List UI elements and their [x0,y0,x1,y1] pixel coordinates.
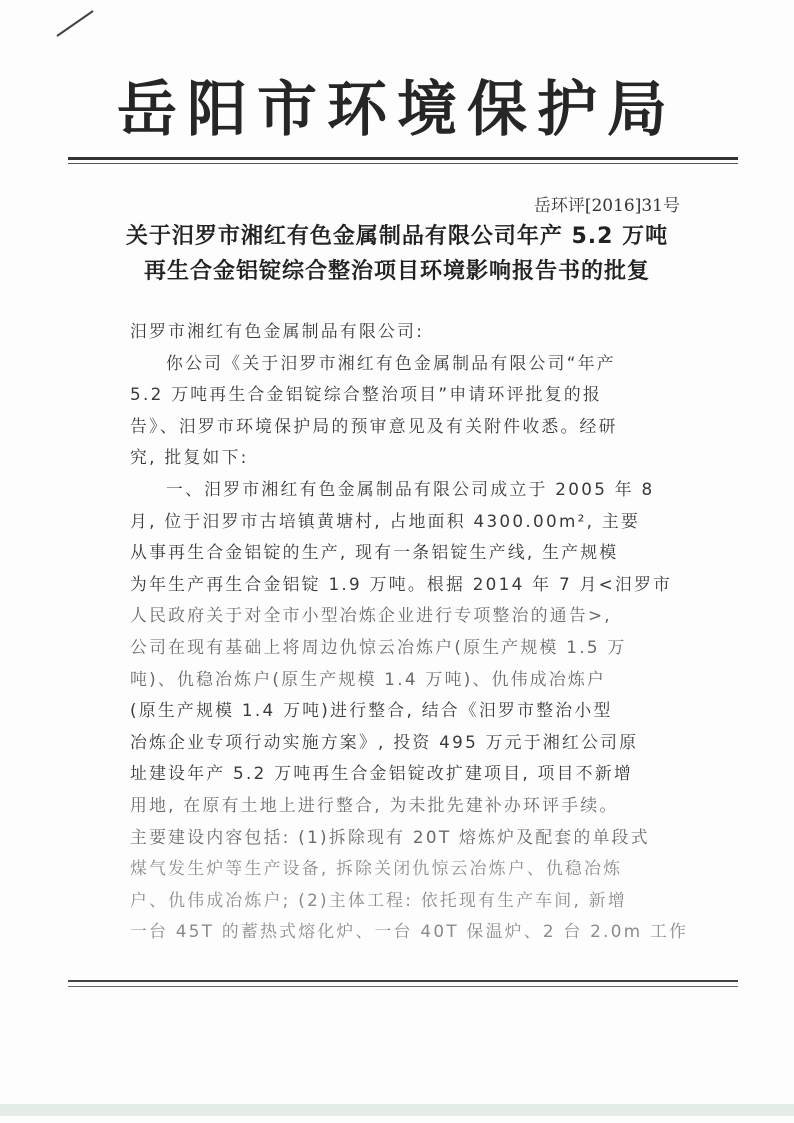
document-body [130,316,690,948]
body-line: 吨)、仇稳冶炼户(原生产规模 1.4 万吨)、仇伟成冶炼户 [130,668,607,689]
document-title-line-1: 关于汨罗市湘红有色金属制品有限公司年产 5.2 万吨 [125,224,669,249]
body-line: 冶炼企业专项行动实施方案》, 投资 495 万元于湘红公司原 [130,731,639,752]
body-line: 址建设年产 5.2 万吨再生合金铝锭改扩建项目, 项目不新增 [130,763,633,784]
document-number: 岳环评[2016]31号 [533,196,680,216]
body-line: 人民政府关于对全市小型冶炼企业进行专项整治的通告>, [130,605,612,626]
body-line: 从事再生合金铝锭的生产, 现有一条铝锭生产线, 生产规模 [130,542,619,563]
body-line: 你公司《关于汨罗市湘红有色金属制品有限公司“年产 [166,352,616,373]
agency-letterhead-title: 岳阳市环境保护局 [117,75,677,145]
pen-stroke-mark [55,8,95,38]
body-line: 月, 位于汨罗市古培镇黄塘村, 占地面积 4300.00m², 主要 [130,510,641,531]
body-line: 一台 45T 的蓄热式熔化炉、一台 40T 保温炉、2 台 2.0m 工作 [130,921,689,942]
salutation: 汨罗市湘红有色金属制品有限公司: [130,321,425,341]
body-line: 用地, 在原有土地上进行整合, 为未批先建补办环评手续。 [130,794,619,815]
body-line: 告》、汨罗市环境保护局的预审意见及有关附件收悉。经研 [130,415,618,436]
body-line: 户、仇伟成冶炼户; (2)主体工程: 依托现有生产车间, 新增 [130,889,627,910]
body-line: (原生产规模 1.4 万吨)进行整合, 结合《汨罗市整治小型 [130,700,613,721]
body-line: 一、汨罗市湘红有色金属制品有限公司成立于 2005 年 8 [166,478,655,499]
body-line: 煤气发生炉等生产设备, 拆除关闭仇惊云冶炼户、仇稳冶炼 [130,858,623,879]
body-line: 为年生产再生合金铝锭 1.9 万吨。根据 2014 年 7 月<汨罗市 [130,573,673,594]
footer-rule-thick [68,980,738,982]
header-rule-thin [68,163,738,164]
scan-edge-band [0,1104,794,1116]
header-rule-thick [68,157,738,160]
body-line: 究, 批复如下: [130,447,249,468]
body-line: 主要建设内容包括: (1)拆除现有 20T 熔炼炉及配套的单段式 [130,826,650,847]
body-line: 公司在现有基础上将周边仇惊云冶炼户(原生产规模 1.5 万 [130,636,627,657]
document-title-line-2: 再生合金铝锭综合整治项目环境影响报告书的批复 [143,259,650,284]
body-line: 5.2 万吨再生合金铝锭综合整治项目”申请环评批复的报 [130,384,603,405]
footer-rule-thin [68,986,738,987]
